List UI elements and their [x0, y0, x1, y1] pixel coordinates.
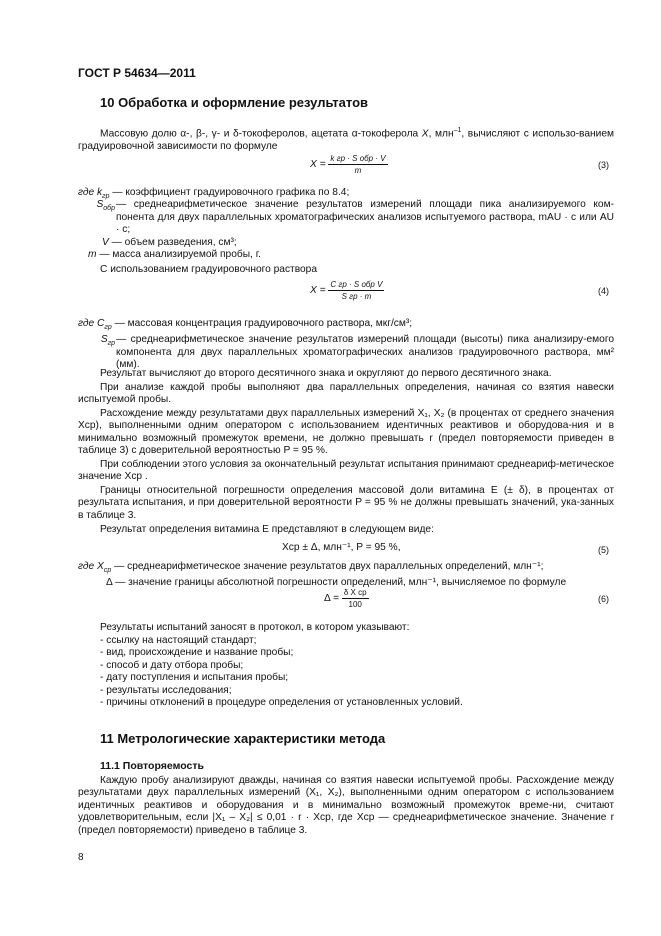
section-11-title: 11 Метрологические характеристики метода — [100, 731, 386, 746]
protocol-list — [100, 635, 463, 709]
equation-5-number: (5) — [598, 545, 609, 555]
equation-6: Δ = $\frac{\text{δ X ср}}{100}$ — [324, 588, 367, 609]
list-item: - причины отклонений в процедуре определения от установленных условий. — [100, 697, 463, 709]
list-item: - дату поступления и испытания пробы; — [100, 672, 289, 684]
document-header: ГОСТ Р 54634—2011 — [78, 66, 196, 80]
list-item: - ссылку на настоящий стандарт; — [100, 635, 257, 646]
paragraph-rounding: Результат вычисляют до второго десятичного знака и округляют до первого десятичного знака. — [100, 368, 552, 379]
list-item: - вид, происхождение и название пробы; — [100, 647, 294, 659]
definitions-eq5: где $X_{ср}$ — среднеарифметическое значение результатов двух параллельных определений, млн⁻¹; Δ — значение границы абсолютной погрешности определений, млн⁻¹, вычисляемое по формуле — [78, 561, 567, 589]
paragraph-two-determinations: При анализе каждой пробы выполняют два параллельных определения, начиная со взятия навески испытуемой пробы. — [78, 382, 614, 406]
definitions-eq3: где $k_{гр}$ — коэффициент градуировочного графика по 8.4; $S_{обр}$ — среднеарифметическое значение результатов измерений площади пика анализируемого ком-понента для двух параллельных хроматографических анализов испытуемого раствора, mAU · c или AU · c; V — объем разведения, см³; m — масса анализируемой пробы, г. — [78, 187, 614, 261]
protocol-intro: Результаты испытаний заносят в протокол, в котором указывают: — [100, 622, 410, 633]
page-number: 8 — [78, 852, 84, 863]
list-item: - результаты исследования; — [100, 684, 232, 696]
section-11-1-title: 11.1 Повторяемость — [100, 760, 204, 772]
equation-6-number: (6) — [598, 594, 609, 604]
equation-3-number: (3) — [598, 160, 609, 170]
paragraph-presentation: Результат определения витамина Е представляют в следующем виде: — [100, 524, 434, 535]
equation-4-number: (4) — [598, 286, 609, 296]
list-item: - способ и дату отбора пробы; — [100, 659, 244, 671]
section-11-1-text: Каждую пробу анализируют дважды, начиная со взятия навески испытуемой пробы. Расхождение между результатами двух параллельных измерений (X₁, X₂), выполненными одним оператором с использованием идентичных реактивов и оборудования и в минимально возможный промежуток време-ни, считают удовлетворительным, если |X₁ – X₂| ≤ 0,01 · r · Xср, где Xср — среднеарифметическое значение. Значение r (предел повторяемости) приведено в таблице 3. — [78, 775, 614, 836]
definitions-eq4: где $C_{гр}$ — массовая концентрация градуировочного раствора, мкг/см³; $S_{гр}$ — среднеарифметическое значение результатов измерений площади (высоты) пика анализиру-емого компонента для двух параллельных хроматографических анализов градуировочного раствора, мм² (мм). — [78, 318, 614, 371]
paragraph-discrepancy: Расхождение между результатами двух параллельных измерений X₁, X₂ (в процентах от среднего значения Xср), выполненными одним оператором с использованием идентичных реактивов и оборудова-ния и в минимально возможный промежуток времени, не должно превышать r (предел повторяемости приведен в таблице 3) с доверительной вероятностью P = 95 %. — [78, 408, 614, 457]
def-sym: где $k_{гр}$ — [78, 187, 110, 201]
paragraph-bounds: Границы относительной погрешности определения массовой доли витамина Е (± δ), в процентах от результата испытания, и при доверительной вероятности P = 95 % не должны превышать значений, ука-занных в таблице 3. — [78, 485, 614, 521]
section-10-title: 10 Обработка и оформление результатов — [100, 95, 369, 110]
paragraph-acceptance: При соблюдении этого условия за окончательный результат испытания принимают среднеариф-метическое значение Xср . — [78, 459, 614, 483]
equation-5: Xср ± Δ, млн⁻¹, P = 95 %, — [282, 542, 401, 553]
equation-3: X = $\frac{\text{k гр · S обр · V}}{m}$ — [310, 154, 386, 175]
equation-4: X = $\frac{\text{C гр · S обр V}}{\text{S гр · m}}$ — [310, 280, 383, 301]
alt-intro: С использованием градуировочного раствора — [100, 264, 318, 275]
section-10-intro: Массовую долю α-, β-, γ- и δ-токоферолов, ацетата α-токоферола X, млн$^{-1}$, вычисляют с использо-ванием градуировочной зависимости по формуле — [78, 127, 614, 152]
